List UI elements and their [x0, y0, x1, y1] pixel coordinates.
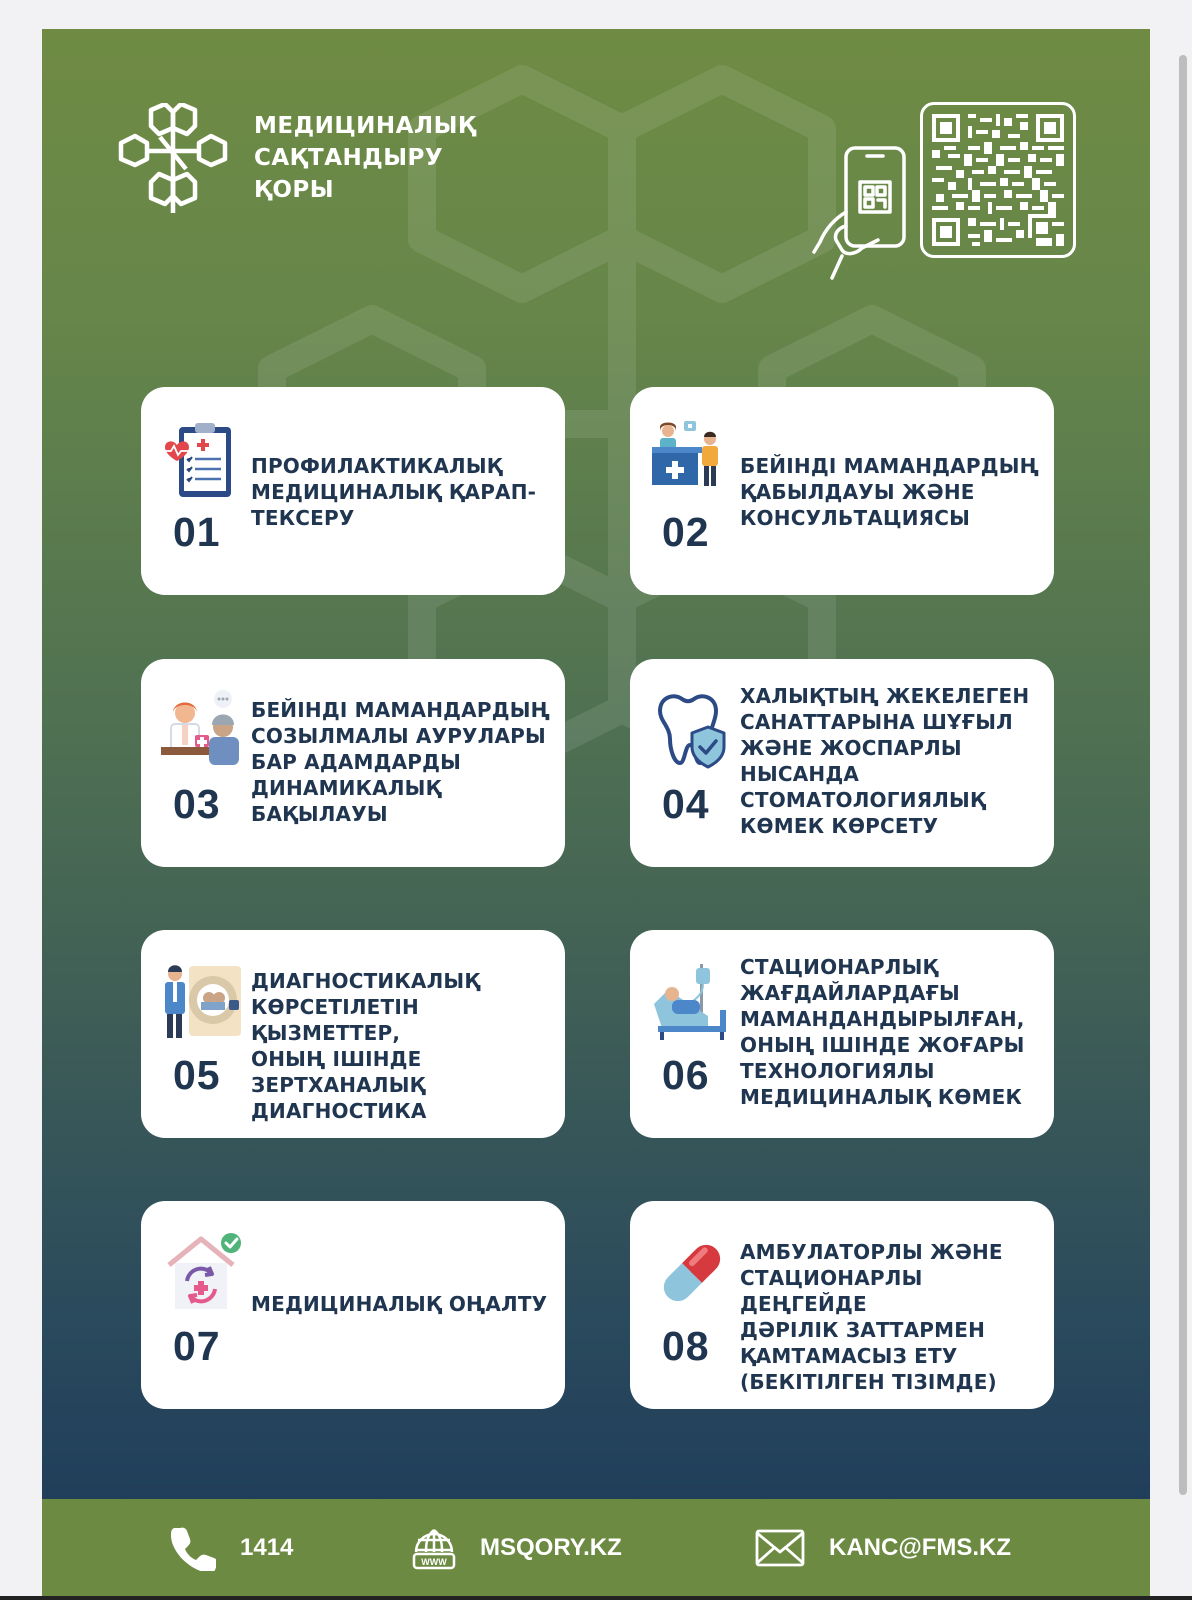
- service-title-line: МАМАНДАНДЫРЫЛҒАН,: [740, 1007, 1025, 1031]
- brand-name-line: МЕДИЦИНАЛЫҚ: [254, 113, 477, 139]
- svg-text:WWW: WWW: [421, 1557, 447, 1567]
- email-contact[interactable]: [755, 1523, 1011, 1573]
- service-title-line: БЕЙІНДІ МАМАНДАРДЫҢ: [740, 454, 1039, 478]
- globe-www-icon: [412, 1526, 456, 1570]
- service-title-line: САНАТТАРЫНА ШҰҒЫЛ: [740, 710, 1013, 734]
- service-title: [740, 453, 1050, 531]
- brand-name-line: ҚОРЫ: [254, 177, 335, 203]
- service-title-line: ЖАҒДАЙЛАРДАҒЫ: [740, 981, 960, 1005]
- window-bottom-edge: [0, 1596, 1192, 1600]
- qr-code-icon: [932, 114, 1064, 246]
- service-title-line: ҚАМТАМАСЫЗ ЕТУ: [740, 1344, 958, 1368]
- service-title-line: ТЕКСЕРУ: [251, 506, 355, 530]
- phone-number: 1414: [240, 1534, 294, 1561]
- website-url: MSQORY.KZ: [480, 1534, 622, 1561]
- home-rehab-icon: [161, 1231, 245, 1315]
- service-number: 01: [173, 509, 221, 555]
- phone-contact[interactable]: [170, 1523, 293, 1573]
- service-card-06[interactable]: [630, 930, 1054, 1138]
- msqory-logo-icon: [118, 103, 228, 213]
- service-card-01[interactable]: [141, 387, 565, 595]
- tooth-shield-icon: [650, 689, 734, 773]
- service-number: 02: [662, 509, 710, 555]
- service-title-line: ОНЫҢ ІШІНДЕ ЖОҒАРЫ: [740, 1033, 1025, 1057]
- brand-name: [254, 110, 476, 206]
- service-title-line: ТЕХНОЛОГИЯЛЫ: [740, 1059, 935, 1083]
- service-title-line: СТАЦИОНАРЛЫ ДЕҢГЕЙДЕ: [740, 1266, 923, 1316]
- service-title: [251, 1291, 561, 1317]
- service-title-line: СТАЦИОНАРЛЫҚ: [740, 955, 939, 979]
- medical-checklist-icon: [161, 417, 245, 501]
- service-card-08[interactable]: [630, 1201, 1054, 1409]
- service-number: 07: [173, 1323, 221, 1369]
- service-number: 05: [173, 1052, 221, 1098]
- service-number: 04: [662, 781, 710, 827]
- service-title-line: ДИНАМИКАЛЫҚ: [251, 776, 442, 800]
- page-scrollbar[interactable]: [1179, 55, 1187, 1495]
- service-title: [740, 1239, 1050, 1395]
- phone-icon: [170, 1525, 216, 1571]
- service-title-line: КОНСУЛЬТАЦИЯСЫ: [740, 506, 971, 530]
- service-title: [251, 968, 561, 1124]
- service-title-line: ОНЫҢ ІШІНДЕ: [251, 1047, 422, 1071]
- service-number: 06: [662, 1052, 710, 1098]
- service-title-line: ЗЕРТХАНАЛЫҚ: [251, 1073, 426, 1097]
- service-title: [740, 683, 1050, 839]
- service-title: [251, 697, 561, 827]
- service-title-line: (БЕКІТІЛГЕН ТІЗІМДЕ): [740, 1370, 997, 1394]
- brand-header: [118, 102, 476, 214]
- qr-code[interactable]: [920, 102, 1076, 258]
- poster: [42, 29, 1150, 1600]
- service-card-04[interactable]: [630, 659, 1054, 867]
- service-title-line: АМБУЛАТОРЛЫ ЖӘНЕ: [740, 1240, 1003, 1264]
- service-title-line: БЕЙІНДІ МАМАНДАРДЫҢ: [251, 698, 550, 722]
- brand-name-line: САҚТАНДЫРУ: [254, 145, 444, 171]
- phone-scan-icon: [812, 146, 908, 280]
- doctor-consultation-icon: [161, 689, 245, 773]
- email-address: KANC@FMS.KZ: [829, 1534, 1012, 1561]
- service-title-line: ХАЛЫҚТЫҢ ЖЕКЕЛЕГЕН: [740, 684, 1030, 708]
- service-card-05[interactable]: [141, 930, 565, 1138]
- service-title-line: МЕДИЦИНАЛЫҚ КӨМЕК: [740, 1085, 1023, 1109]
- service-title-line: ҚАБЫЛДАУЫ ЖӘНЕ: [740, 480, 975, 504]
- service-number: 08: [662, 1323, 710, 1369]
- service-title-line: ДИАГНОСТИКАЛЫҚ: [251, 969, 481, 993]
- service-title-line: НЫСАНДА: [740, 762, 860, 786]
- service-title-line: МЕДИЦИНАЛЫҚ ҚАРАП-: [251, 480, 537, 504]
- hospital-bed-icon: [650, 960, 734, 1044]
- service-title: [740, 954, 1050, 1110]
- service-title-line: СОЗЫЛМАЛЫ АУРУЛАРЫ: [251, 724, 546, 748]
- service-title-line: МЕДИЦИНАЛЫҚ ОҢАЛТУ: [251, 1292, 548, 1316]
- service-title-line: СТОМАТОЛОГИЯЛЫҚ: [740, 788, 986, 812]
- mri-scanner-icon: [161, 960, 245, 1044]
- service-card-07[interactable]: [141, 1201, 565, 1409]
- reception-desk-icon: [650, 417, 734, 501]
- service-title-line: ЖӘНЕ ЖОСПАРЛЫ: [740, 736, 962, 760]
- service-title-line: КӨРСЕТІЛЕТІН ҚЫЗМЕТТЕР,: [251, 995, 419, 1045]
- service-card-03[interactable]: [141, 659, 565, 867]
- service-title: [251, 453, 561, 531]
- service-title-line: КӨМЕК КӨРСЕТУ: [740, 814, 939, 838]
- service-title-line: ПРОФИЛАКТИКАЛЫҚ: [251, 454, 503, 478]
- contact-footer: [42, 1499, 1150, 1600]
- pill-capsule-icon: [650, 1231, 734, 1315]
- service-title-line: ДИАГНОСТИКА: [251, 1099, 427, 1123]
- service-title-line: БАҚЫЛАУЫ: [251, 802, 388, 826]
- website-contact[interactable]: [412, 1523, 622, 1573]
- envelope-icon: [755, 1528, 805, 1568]
- service-title-line: ДӘРІЛІК ЗАТТАРМЕН: [740, 1318, 986, 1342]
- service-card-02[interactable]: [630, 387, 1054, 595]
- service-number: 03: [173, 781, 221, 827]
- service-title-line: БАР АДАМДАРДЫ: [251, 750, 462, 774]
